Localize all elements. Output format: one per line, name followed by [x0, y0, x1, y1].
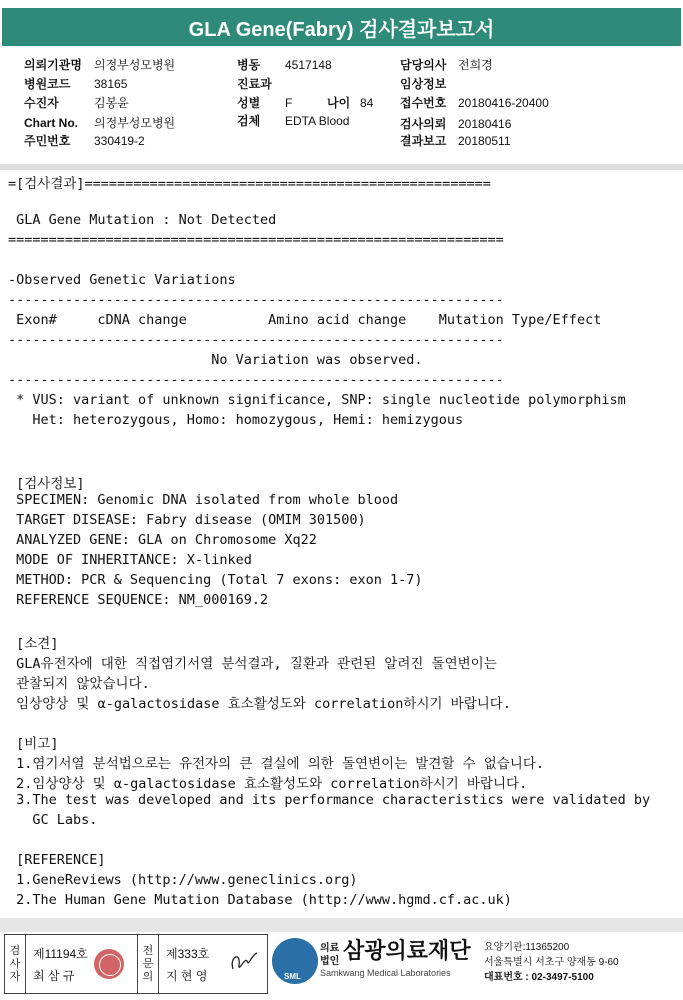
logo-text: SML [284, 972, 301, 981]
contact-code: 요양기관:11365200 [484, 942, 570, 953]
report-line: [검사정보] [8, 476, 85, 492]
report-line: =[검사결과]================================================== [8, 176, 491, 192]
info-specimen [237, 112, 349, 129]
info-sex [237, 94, 373, 111]
report-line: ------------------------------------------------------------- [8, 332, 504, 348]
report-line: No Variation was observed. [8, 352, 423, 368]
confirmer-label-char: 의 [142, 970, 154, 983]
report-line: -Observed Genetic Variations [8, 272, 236, 288]
info-hospital-code [24, 75, 127, 92]
report-line: METHOD: PCR & Sequencing (Total 7 exons: exon 1-7) [8, 572, 423, 588]
info-value: 20180511 [458, 134, 511, 148]
report-title: GLA Gene(Fabry) 검사결과보고서 [188, 18, 495, 41]
report-line: GLA Gene Mutation : Not Detected [8, 212, 277, 228]
report-body [0, 170, 683, 916]
info-value: 의정부성모병원 [94, 58, 176, 72]
report-line: 3.The test was developed and its performance characteristics were validated by [8, 792, 651, 808]
info-resident-no [24, 132, 145, 149]
report-line: TARGET DISEASE: Fabry disease (OMIM 301500) [8, 512, 366, 528]
org-prefix-1: 의료 [320, 943, 340, 954]
report-line: [비고] [8, 736, 59, 752]
info-physician [400, 56, 493, 73]
info-value: 330419-2 [94, 134, 145, 148]
report-line: 임상양상 및 α-galactosidase 효소활성도와 correlation하시기 바랍니다. [8, 696, 511, 712]
inspector-label-char: 자 [9, 970, 21, 983]
info-label: 접수번호 [400, 96, 447, 110]
info-label: 병원코드 [24, 77, 71, 91]
info-age-value: 84 [360, 96, 374, 110]
report-line: MODE OF INHERITANCE: X-linked [8, 552, 252, 568]
report-footer [0, 932, 683, 1000]
info-value: 20180416-20400 [458, 96, 549, 110]
info-department [237, 75, 285, 92]
inspector-name: 최 삼 규 [33, 969, 75, 983]
patient-info-panel [0, 46, 683, 164]
inspector-license-no: 제11194호 [33, 947, 88, 961]
report-line: 1.GeneReviews (http://www.geneclinics.org) [8, 872, 358, 888]
report-line: GC Labs. [8, 812, 98, 828]
confirmer-label-char: 전 [142, 944, 154, 957]
report-line: * VUS: variant of unknown significance, SNP: single nucleotide polymorphism [8, 392, 626, 408]
info-value: EDTA Blood [285, 114, 350, 128]
info-label: 결과보고 [400, 134, 447, 148]
info-ward [237, 56, 332, 73]
info-chart-no [24, 114, 175, 131]
info-label: 수진자 [24, 96, 59, 110]
signature-box [4, 934, 268, 994]
report-line: 1.염기서열 분석법으로는 유전자의 큰 결실에 의한 돌연변이는 발견할 수 없습니다. [8, 756, 545, 772]
info-label: 주민번호 [24, 134, 71, 148]
confirmer-label-char: 문 [142, 957, 154, 970]
info-value: 전희경 [458, 58, 493, 72]
report-line: REFERENCE SEQUENCE: NM_000169.2 [8, 592, 269, 608]
report-line: Het: heterozygous, Homo: homozygous, Hemi: hemizygous [8, 412, 464, 428]
org-name-en: Samkwang Medical Laboratories [320, 968, 451, 978]
confirmer-license-no: 제333호 [166, 947, 210, 961]
info-label: 담당의사 [400, 58, 447, 72]
report-line: [REFERENCE] [8, 852, 106, 868]
info-clinical-info [400, 75, 458, 92]
contact-address: 서울특별시 서초구 양재동 9-60 [484, 957, 619, 968]
info-value: 의정부성모병원 [94, 116, 176, 130]
report-line: 관찰되지 않았습니다. [8, 676, 150, 692]
info-value: 김봉윤 [94, 96, 129, 110]
report-line: ANALYZED GENE: GLA on Chromosome Xq22 [8, 532, 317, 548]
info-label: 성별 [237, 96, 261, 110]
info-receipt-no [400, 94, 549, 111]
report-line: ------------------------------------------------------------- [8, 372, 504, 388]
info-value: 20180416 [458, 117, 512, 131]
info-report-date [400, 132, 511, 149]
info-request-date [400, 115, 511, 132]
info-label: 병동 [237, 58, 261, 72]
info-patient-name [24, 94, 129, 111]
inspector-label-char: 사 [9, 957, 21, 970]
inspector-label [5, 935, 26, 993]
info-value: 4517148 [285, 58, 332, 72]
info-age-label: 나이 [327, 96, 351, 110]
info-label: 검사의뢰 [400, 117, 447, 131]
seal-ring [99, 954, 121, 976]
info-label: 검체 [237, 114, 261, 128]
report-line: ------------------------------------------------------------- [8, 292, 504, 308]
report-line: [소견] [8, 636, 59, 652]
report-line: Exon# cDNA change Amino acid change Mutation Type/Effect [8, 312, 602, 328]
confirmer-label [137, 935, 159, 993]
report-title-bar [2, 8, 681, 46]
info-label: 임상정보 [400, 77, 447, 91]
info-label: Chart No. [24, 116, 78, 130]
footer-divider [0, 918, 683, 932]
info-hospital-name [24, 56, 175, 73]
info-value: F [285, 96, 293, 110]
org-name: 삼광의료재단 [343, 938, 471, 963]
report-line: SPECIMEN: Genomic DNA isolated from whole blood [8, 492, 399, 508]
report-line: 2.임상양상 및 α-galactosidase 효소활성도와 correlation하시기 바랍니다. [8, 776, 528, 792]
contact-phone: 대표번호 : 02-3497-5100 [484, 972, 594, 983]
signature-icon [227, 947, 261, 977]
info-value: 38165 [94, 77, 128, 91]
inspector-label-char: 검 [9, 944, 21, 957]
info-label: 의뢰기관명 [24, 58, 82, 72]
confirmer-name: 지 현 영 [166, 969, 208, 983]
report-line: GLA유전자에 대한 직접염기서열 분석결과, 질환과 관련된 알려진 돌연변이는 [8, 656, 497, 672]
org-prefix-2: 법인 [320, 956, 340, 967]
report-line: ============================================================= [8, 232, 504, 248]
report-line: 2.The Human Gene Mutation Database (http://www.hgmd.cf.ac.uk) [8, 892, 512, 908]
info-label: 진료과 [237, 77, 272, 91]
